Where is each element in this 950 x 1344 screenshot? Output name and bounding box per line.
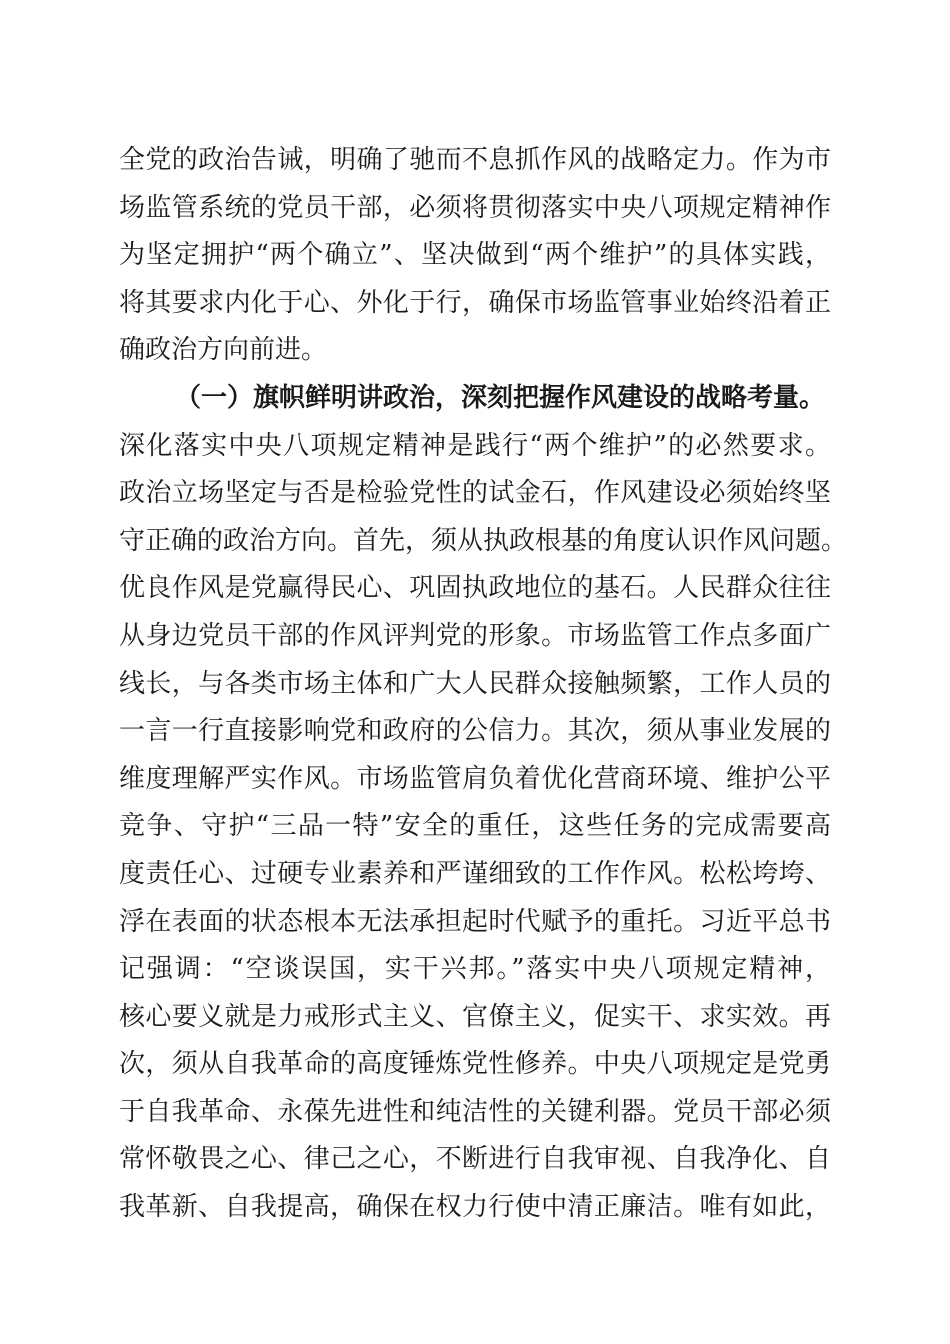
text-line: 守正确的政治方向。首先，须从执政根基的角度认识作风问题。 (119, 525, 848, 556)
text-line: 记强调：“空谈误国，实干兴邦。”落实中央八项规定精神， (119, 954, 831, 985)
text-line: 从身边党员干部的作风评判党的形象。市场监管工作点多面广 (119, 620, 831, 651)
text-line: 一言一行直接影响党和政府的公信力。其次，须从事业发展的 (119, 716, 831, 747)
section-heading: （一）旗帜鲜明讲政治，深刻把握作风建设的战略考量。 (175, 382, 826, 413)
text-line: 将其要求内化于心、外化于行，确保市场监管事业始终沿着正 (119, 287, 831, 318)
body-text (119, 137, 848, 1232)
text-line: 次，须从自我革命的高度锤炼党性修养。中央八项规定是党勇 (119, 1049, 831, 1080)
text-line: 确政治方向前进。 (119, 335, 328, 366)
text-line: 为坚定拥护“两个确立”、坚决做到“两个维护”的具体实践， (119, 240, 831, 271)
text-line: 优良作风是党赢得民心、巩固执政地位的基石。人民群众往往 (119, 573, 831, 604)
text-line: 场监管系统的党员干部，必须将贯彻落实中央八项规定精神作 (119, 192, 831, 223)
text-line: 竞争、守护“三品一特”安全的重任，这些任务的完成需要高 (119, 811, 831, 842)
text-line: 常怀敬畏之心、律己之心，不断进行自我审视、自我净化、自 (119, 1144, 831, 1175)
text-line: 全党的政治告诫，明确了驰而不息抓作风的战略定力。作为市 (119, 145, 831, 175)
text-line: 我革新、自我提高，确保在权力行使中清正廉洁。唯有如此， (119, 1192, 831, 1223)
text-line: 浮在表面的状态根本无法承担起时代赋予的重托。习近平总书 (119, 906, 831, 937)
text-line: 核心要义就是力戒形式主义、官僚主义，促实干、求实效。再 (119, 1001, 831, 1032)
text-line: 线长，与各类市场主体和广大人民群众接触频繁，工作人员的 (119, 668, 831, 699)
text-line: 政治立场坚定与否是检验党性的试金石，作风建设必须始终坚 (119, 478, 831, 509)
text-line: 于自我革命、永葆先进性和纯洁性的关键利器。党员干部必须 (119, 1096, 831, 1127)
text-line: 深化落实中央八项规定精神是践行“两个维护”的必然要求。 (119, 430, 831, 461)
text-line: 维度理解严实作风。市场监管肩负着优化营商环境、维护公平 (119, 763, 831, 794)
text-line: 度责任心、过硬专业素养和严谨细致的工作作风。松松垮垮、 (119, 858, 831, 889)
